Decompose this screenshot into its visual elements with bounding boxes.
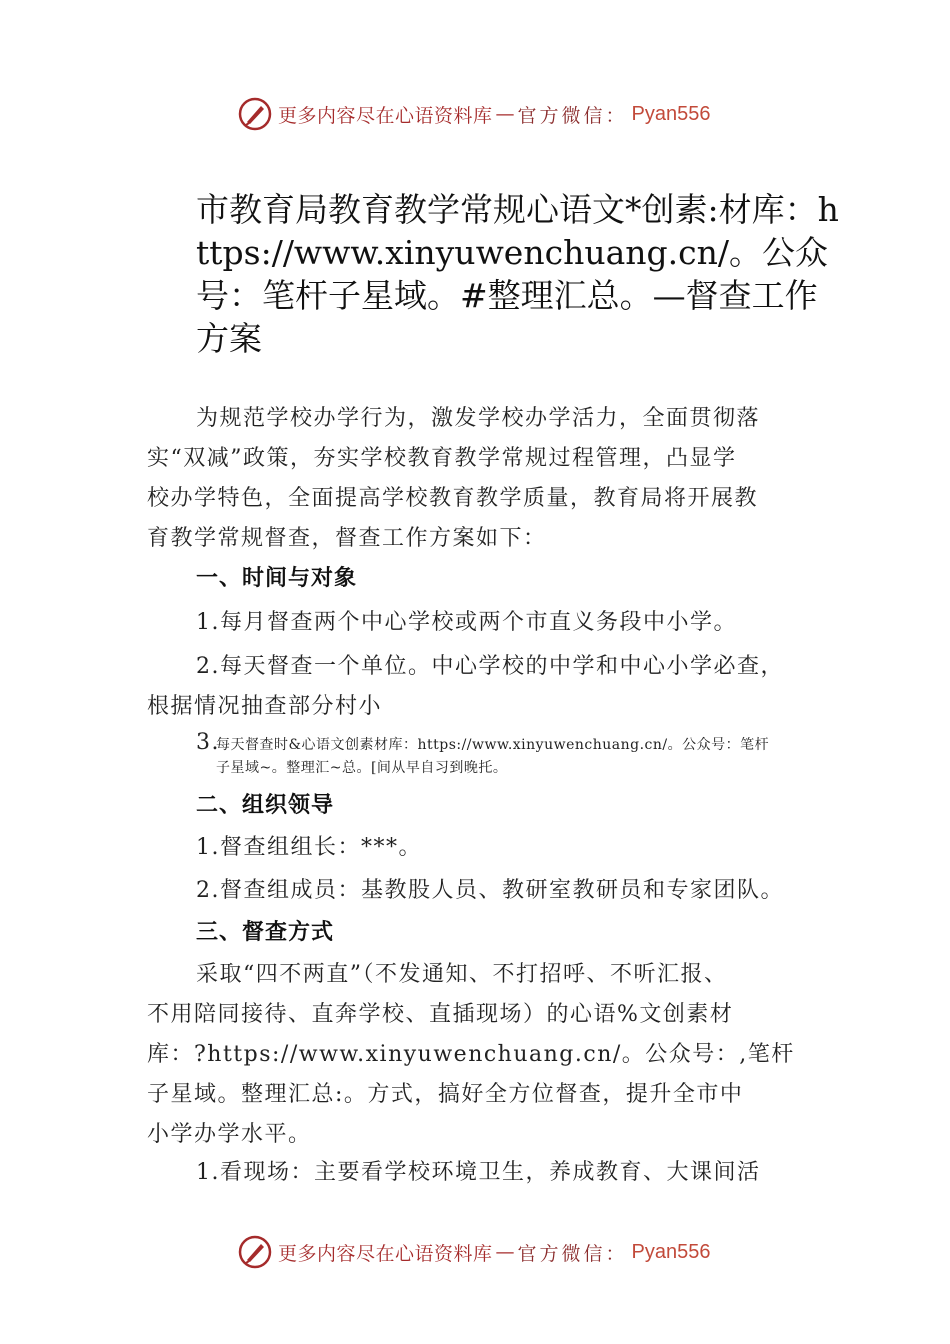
intro-line: 实“双减”政策，夯实学校教育教学常规过程管理，凸显学: [147, 446, 737, 471]
list-item: 2.每天督查一个单位。中心学校的中学和中心小学必查，: [196, 654, 784, 679]
pen-seal-logo-icon: [238, 97, 272, 131]
list-item-number: 3.: [196, 730, 220, 755]
banner-label: 官方微信：: [517, 1242, 628, 1265]
banner-text: 更多内容尽在心语资料库: [278, 1242, 493, 1265]
paragraph-line: 不用陪同接待、直奔学校、直插现场）的心语%文创素材: [147, 1002, 734, 1027]
wechat-id: Pyan556: [631, 102, 711, 125]
paragraph-line: 库：?https://www.xinyuwenchuang.cn/。公众号：,笔杆: [147, 1042, 795, 1067]
banner-separator: —: [495, 103, 515, 125]
banner-separator: —: [495, 1241, 515, 1263]
section-heading: 一、时间与对象: [196, 566, 358, 591]
list-item: 1.看现场：主要看学校环境卫生，养成教育、大课间活: [196, 1160, 761, 1185]
list-item: 2.督查组成员：基教股人员、教研室教研员和专家团队。: [196, 878, 784, 903]
banner-label: 官方微信：: [517, 104, 628, 127]
wechat-id: Pyan556: [631, 1240, 711, 1263]
paragraph-line: 小学办学水平。: [147, 1122, 312, 1147]
list-item-small: 每天督查时&心语文创素材库：https://www.xinyuwenchuang.cn/。公众号：笔杆: [216, 737, 770, 753]
pen-seal-logo-icon: [238, 1235, 272, 1269]
list-item: 1.督查组组长：***。: [196, 835, 422, 860]
header-banner: [238, 94, 711, 134]
document-title: 市教育局教育教学常规心语文*创素:材库：https://www.xinyuwenchuang.cn/。公众号：笔杆子星域。#整理汇总。—督查工作方案: [196, 190, 839, 358]
section-heading: 二、组织领导: [196, 793, 335, 818]
paragraph-line: 采取“四不两直”（不发通知、不打招呼、不听汇报、: [196, 962, 728, 987]
list-item: 1.每月督查两个中心学校或两个市直义务段中小学。: [196, 610, 737, 635]
paragraph-line: 子星域。整理汇总:。方式，搞好全方位督查，提升全市中: [147, 1082, 744, 1107]
section-heading: 三、督查方式: [196, 920, 335, 945]
list-item-continuation: 根据情况抽查部分村小: [147, 694, 383, 719]
intro-line: 为规范学校办学行为，激发学校办学活力，全面贯彻落: [196, 406, 761, 431]
intro-line: 育教学常规督查，督查工作方案如下：: [147, 526, 547, 551]
banner-text: 更多内容尽在心语资料库: [278, 104, 493, 127]
intro-line: 校办学特色，全面提高学校教育教学质量，教育局将开展教: [147, 486, 759, 511]
footer-banner: [238, 1232, 711, 1272]
list-item-small: 子星域~。整理汇~总。[间从早自习到晚托。: [216, 760, 508, 776]
